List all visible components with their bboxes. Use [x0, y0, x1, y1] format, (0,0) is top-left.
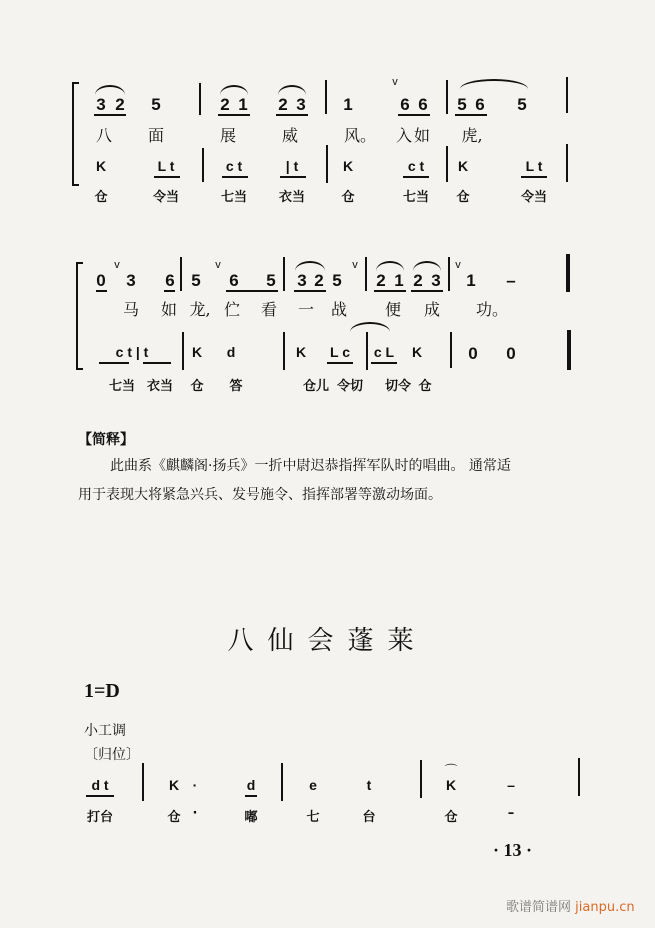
- note: 3: [297, 271, 307, 290]
- slur: [295, 261, 325, 271]
- syllable: 嘟: [244, 810, 258, 825]
- system-bracket: [72, 82, 79, 186]
- underline: [403, 176, 429, 178]
- lyric: 功。: [475, 300, 509, 319]
- perc-note: L t: [157, 158, 175, 174]
- lyric: 看: [260, 300, 278, 319]
- underline: [86, 795, 114, 797]
- lyric: 如: [160, 300, 178, 319]
- watermark-url: jianpu.cn: [575, 900, 635, 915]
- perc-note: L t: [525, 158, 543, 174]
- underline: [411, 290, 443, 292]
- breath-mark: v: [392, 76, 398, 88]
- perc-note: c t: [407, 158, 425, 174]
- note: 3: [431, 271, 441, 290]
- key-signature: 1=D: [84, 680, 120, 702]
- perc-dot: ·: [192, 777, 198, 793]
- syllable: 仓: [190, 379, 204, 394]
- underline: [143, 362, 171, 364]
- syllable: –: [507, 806, 515, 821]
- note: 2: [278, 95, 288, 114]
- underline: [371, 362, 397, 364]
- perc-note: K: [445, 777, 457, 793]
- lyric: 威: [281, 126, 299, 145]
- syllable: 令切: [336, 379, 364, 394]
- barline: [283, 332, 285, 370]
- breath-mark: v: [455, 259, 461, 271]
- underline: [374, 290, 406, 292]
- note: 2: [413, 271, 423, 290]
- barline: [366, 332, 368, 370]
- note: 2: [314, 271, 324, 290]
- syllable: 仓: [456, 190, 470, 205]
- syllable: 仓: [418, 379, 432, 394]
- lyric: 一: [297, 300, 315, 319]
- underline: [455, 114, 487, 116]
- note: 1: [238, 95, 248, 114]
- note: 6: [400, 95, 410, 114]
- note: 5: [457, 95, 467, 114]
- barline: [180, 257, 182, 291]
- syllable: 仓: [94, 190, 108, 205]
- barline: [566, 144, 568, 182]
- lyric: 风。: [343, 126, 377, 145]
- underline: [245, 795, 257, 797]
- underline: [521, 176, 547, 178]
- syllable: 答: [229, 379, 243, 394]
- barline: [325, 80, 327, 114]
- lyric: 面: [147, 126, 165, 145]
- note: 5: [191, 271, 201, 290]
- syllable: 仓儿: [302, 379, 330, 394]
- lyric: 八: [95, 126, 113, 145]
- lyric: 伫: [223, 300, 241, 319]
- watermark-cn: 歌谱简谱网: [506, 900, 572, 915]
- note: 6: [475, 95, 485, 114]
- syllable: 仓: [444, 810, 458, 825]
- syllable: 仓: [167, 810, 181, 825]
- perc-note: K: [411, 344, 423, 360]
- barline: [182, 332, 184, 370]
- lyric: 成: [423, 300, 441, 319]
- note: 3: [126, 271, 136, 290]
- underline: [94, 114, 126, 116]
- note: 5: [332, 271, 342, 290]
- note: 6: [165, 271, 175, 290]
- perc-note: t: [366, 777, 372, 793]
- note: 6: [229, 271, 239, 290]
- note: 1: [466, 271, 476, 290]
- perc-note: K: [342, 158, 354, 174]
- underline: [99, 362, 129, 364]
- section-label: 〔归位〕: [84, 747, 140, 763]
- note: 2: [376, 271, 386, 290]
- perc-note: K: [168, 777, 180, 793]
- slur: [350, 322, 390, 332]
- system-bracket: [76, 262, 83, 370]
- underline: [280, 176, 306, 178]
- note: 2: [220, 95, 230, 114]
- perc-note: d: [246, 777, 256, 793]
- piece-title: 八仙会蓬莱: [227, 626, 428, 656]
- slur: [376, 261, 404, 271]
- barline: [446, 80, 448, 114]
- note: 1: [394, 271, 404, 290]
- syllable: 令当: [520, 190, 548, 205]
- lyric: 如: [413, 126, 431, 145]
- barline: [450, 332, 452, 368]
- syllable: 令当: [152, 190, 180, 205]
- breath-mark: v: [352, 259, 358, 271]
- syllable: 七: [306, 810, 320, 825]
- underline: [327, 362, 353, 364]
- note: 5: [517, 95, 527, 114]
- syllable: 仓: [341, 190, 355, 205]
- syllable: ·: [192, 806, 198, 821]
- barline: [566, 77, 568, 113]
- note: 2: [115, 95, 125, 114]
- perc-note: 0: [468, 344, 478, 363]
- perc-note: c t: [225, 158, 243, 174]
- note: 5: [266, 271, 276, 290]
- perc-note: K: [295, 344, 307, 360]
- breath-mark: v: [114, 259, 120, 271]
- note: 1: [343, 95, 353, 114]
- lyric: 展: [219, 126, 237, 145]
- underline: [276, 114, 308, 116]
- fermata-icon: ⌒: [444, 763, 458, 778]
- syllable: 衣当: [278, 190, 306, 205]
- annotation-line-1: 此曲系《麒麟阁·扬兵》一折中尉迟恭指挥军队时的唱曲。 通常适: [110, 458, 511, 474]
- syllable: 打台: [86, 810, 114, 825]
- perc-note: d t: [91, 777, 109, 793]
- barline: [578, 758, 580, 796]
- slur: [220, 85, 248, 95]
- barline: [283, 257, 285, 291]
- syllable: 衣当: [146, 379, 174, 394]
- underline: [154, 176, 180, 178]
- slur: [460, 79, 528, 89]
- syllable: 台: [362, 810, 376, 825]
- syllable: 七当: [402, 190, 430, 205]
- barline: [420, 760, 422, 798]
- syllable: 切令: [384, 379, 412, 394]
- lyric: 战: [330, 300, 348, 319]
- perc-note: K: [191, 344, 203, 360]
- perc-note: L c: [330, 344, 350, 360]
- lyric: 马: [122, 300, 140, 319]
- barline: [142, 763, 144, 801]
- perc-note: K: [95, 158, 107, 174]
- final-barline: [567, 330, 571, 370]
- mode-label: 小工调: [84, 723, 126, 739]
- perc-note: c L: [373, 344, 395, 360]
- perc-note: –: [507, 777, 515, 793]
- breath-mark: v: [215, 259, 221, 271]
- lyric: 龙,: [189, 300, 211, 319]
- underline: [96, 290, 107, 292]
- note: 5: [151, 95, 161, 114]
- barline: [446, 146, 448, 182]
- slur: [278, 85, 306, 95]
- syllable: 七当: [108, 379, 136, 394]
- slur: [413, 261, 441, 271]
- barline: [365, 257, 367, 291]
- barline: [326, 145, 328, 183]
- page-number: · 13 ·: [493, 840, 533, 860]
- watermark: [506, 896, 635, 915]
- underline: [398, 114, 430, 116]
- barline: [199, 83, 201, 115]
- underline: [222, 176, 248, 178]
- syllable: 七当: [220, 190, 248, 205]
- barline: [202, 148, 204, 182]
- note: 3: [296, 95, 306, 114]
- underline: [226, 290, 278, 292]
- underline: [218, 114, 250, 116]
- underline: [164, 290, 175, 292]
- note: 0: [96, 271, 106, 290]
- note: –: [506, 271, 516, 290]
- perc-note: d: [226, 344, 236, 360]
- perc-note: 0: [506, 344, 516, 363]
- note: 3: [96, 95, 106, 114]
- slur: [95, 85, 125, 95]
- note: 6: [418, 95, 428, 114]
- lyric: 虎,: [461, 126, 483, 145]
- underline: [294, 290, 326, 292]
- barline: [448, 257, 450, 291]
- annotation-heading: 【简释】: [78, 432, 134, 448]
- perc-note: K: [457, 158, 469, 174]
- final-barline: [566, 254, 570, 292]
- barline: [281, 763, 283, 801]
- perc-note: c t | t: [115, 344, 149, 360]
- annotation-line-2: 用于表现大将紧急兴兵、发号施令、指挥部署等激动场面。: [78, 487, 442, 503]
- perc-note: e: [309, 777, 317, 793]
- perc-note: | t: [285, 158, 299, 174]
- lyric: 便: [384, 300, 402, 319]
- lyric: 入: [395, 126, 413, 145]
